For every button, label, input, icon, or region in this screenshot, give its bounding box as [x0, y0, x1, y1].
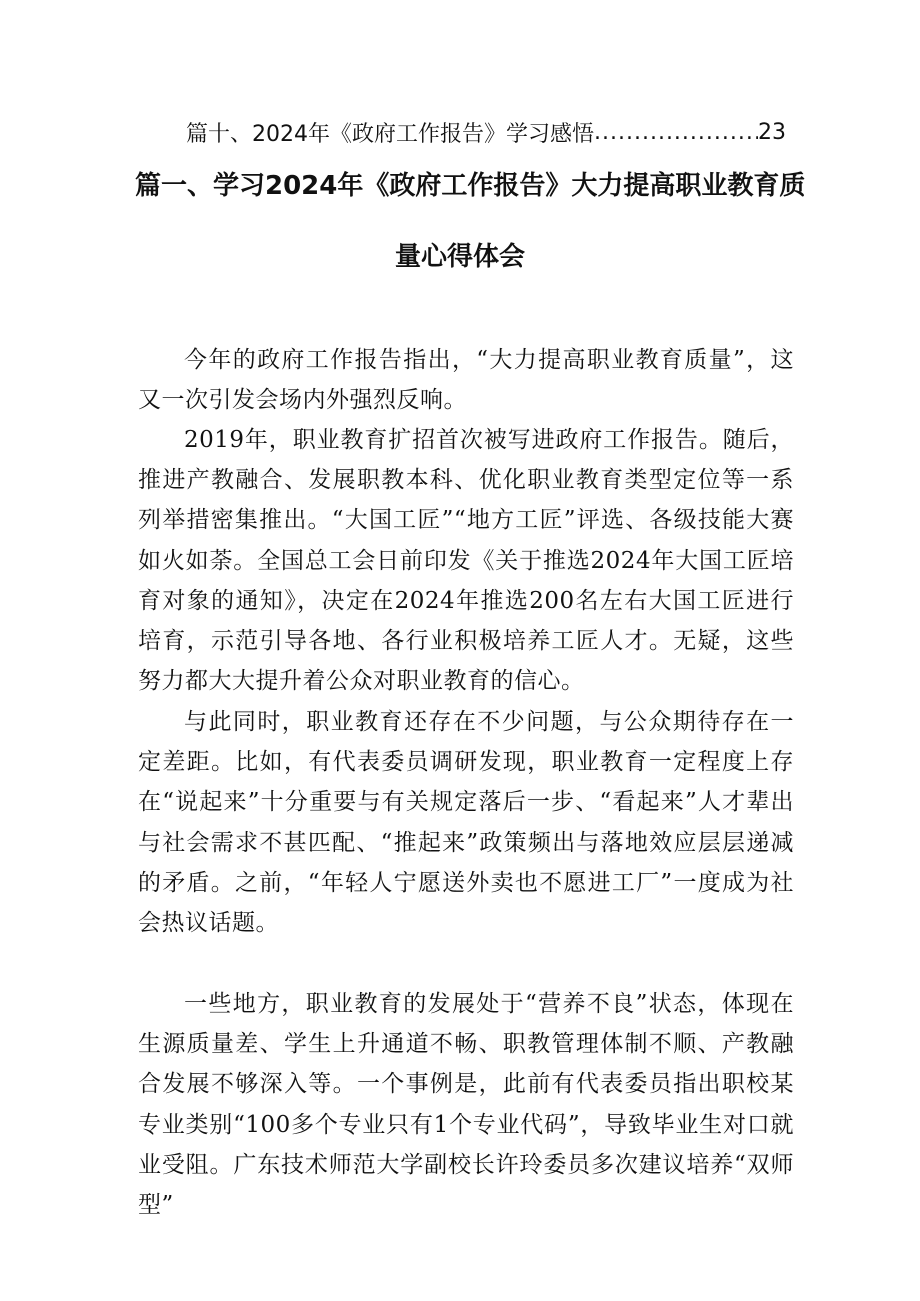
toc-entry[interactable] — [186, 114, 786, 150]
toc-entry-title: 篇十、2024年《政府工作报告》学习感悟 — [186, 121, 594, 147]
article-title-line-2: 量心得体会 — [394, 242, 525, 272]
toc-dot-leader — [594, 120, 758, 145]
toc-page-number: 23 — [758, 119, 786, 145]
paragraph-4: 一些地方，职业教育的发展处于“营养不良”状态，体现在生源质量差、学生上升通道不畅、职教管理体制不顺、产教融合发展不够深入等。一个事例是，此前有代表委员指出职校某专业类别“100多个专业只有1个专业代码”，导致毕业生对口就业受阻。广东技术师范大学副校长许玲委员多次建议培养“双师型” — [138, 991, 794, 1219]
paragraph-1: 今年的政府工作报告指出，“大力提高职业教育质量”，这又一次引发会场内外强烈反响。 — [138, 347, 794, 414]
paragraph-3: 与此同时，职业教育还存在不少问题，与公众期待存在一定差距。比如，有代表委员调研发现，职业教育一定程度上存在“说起来”十分重要与有关规定落后一步、“看起来”人才辈出与社会需求不甚匹配、“推起来”政策频出与落地效应层层递减的矛盾。之前，“年轻人宁愿送外卖也不愿进工厂”一度成为社会热议话题。 — [138, 709, 794, 937]
paragraph-2: 2019年，职业教育扩招首次被写进政府工作报告。随后，推进产教融合、发展职教本科、优化职业教育类型定位等一系列举措密集推出。“大国工匠”“地方工匠”评选、各级技能大赛如火如荼。全国总工会日前印发《关于推选2024年大国工匠培育对象的通知》，决定在2024年推选200名左右大国工匠进行培育，示范引导各地、各行业积极培养工匠人才。无疑，这些努力都大大提升着公众对职业教育的信心。 — [138, 427, 794, 695]
article-title-line-1: 篇一、学习2024年《政府工作报告》大力提高职业教育质 — [135, 171, 806, 201]
